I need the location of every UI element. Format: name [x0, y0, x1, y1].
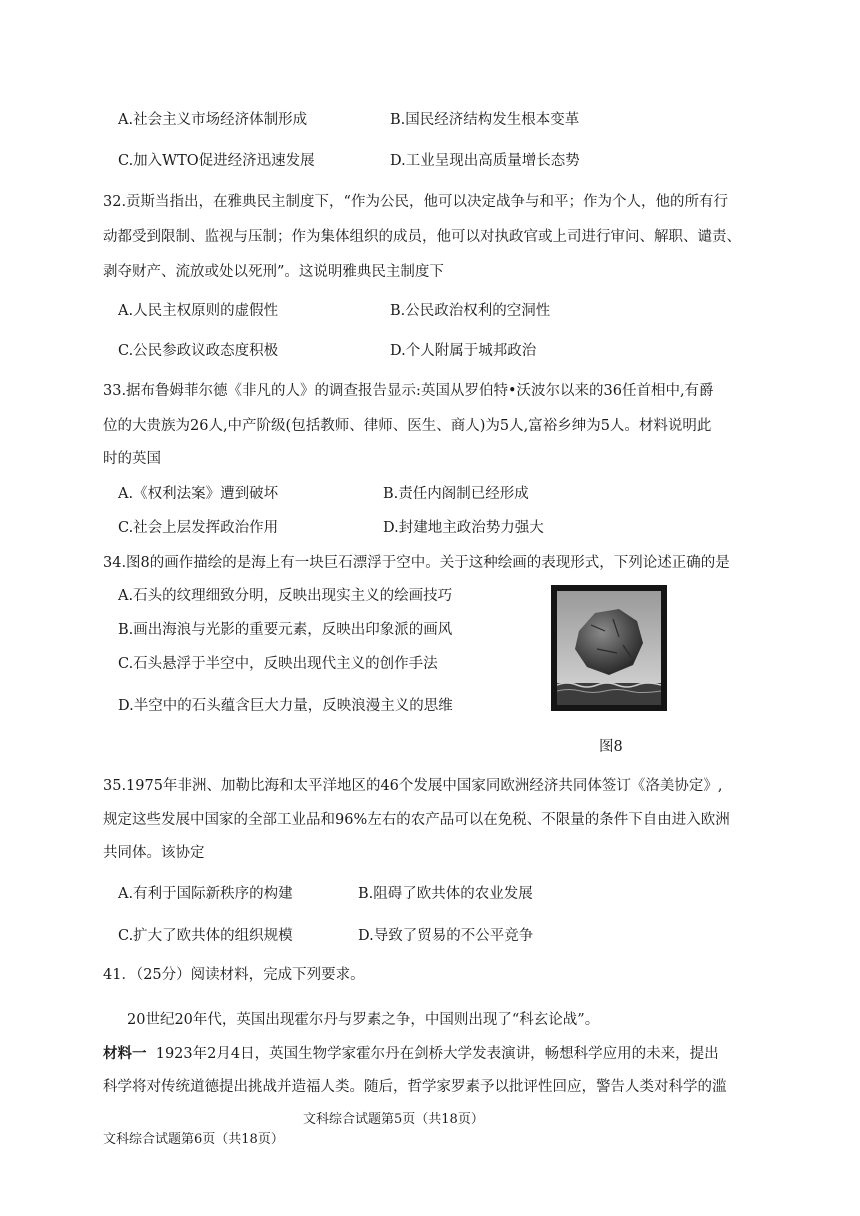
material-text-1: 1923年2月4日，英国生物学家霍尔丹在剑桥大学发表演讲，畅想科学应用的未来，提出 — [155, 1046, 719, 1062]
q32-option-a: A.人民主权原则的虚假性 — [118, 303, 279, 319]
q31-option-c: C.加入WTO促进经济迅速发展 — [118, 153, 315, 169]
q34-stem-line1: 34.图8的画作描绘的是海上有一块巨石漂浮于空中。关于这种绘画的表现形式，下列论述正确的是 — [103, 555, 730, 571]
q32-option-c: C.公民参政议政态度积极 — [118, 343, 279, 359]
q35-stem-line3: 共同体。该协定 — [103, 845, 205, 861]
q35-option-d: D.导致了贸易的不公平竞争 — [358, 928, 534, 944]
q41-material-line2: 科学将对传统道德提出挑战并造福人类。随后，哲学家罗素予以批评性回应，警告人类对科学的滥 — [103, 1079, 727, 1095]
q41-material-line1 — [103, 1044, 719, 1064]
q32-stem-line1: 32.贡斯当指出，在雅典民主制度下，“作为公民，他可以决定战争与和平；作为个人，他的所有行 — [103, 194, 728, 210]
q34-option-c: C.石头悬浮于半空中，反映出现代主义的创作手法 — [118, 656, 438, 672]
q32-stem-line2: 动都受到限制、监视与压制；作为集体组织的成员，他可以对执政官或上司进行审问、解职、谴责、 — [103, 229, 741, 245]
q35-stem-line2: 规定这些发展中国家的全部工业品和96%左右的农产品可以在免税、不限量的条件下自由进入欧洲 — [103, 812, 730, 828]
material-label: 材料一 — [103, 1045, 147, 1062]
footer-page-5: 文科综合试题第5页（共18页） — [303, 1112, 484, 1127]
q35-stem-line1: 35.1975年非洲、加勒比海和太平洋地区的46个发展中国家同欧洲经济共同体签订《洛美协定》, — [103, 778, 723, 794]
figure-8-caption: 图8 — [599, 739, 623, 755]
q33-option-a: A.《权利法案》遭到破坏 — [118, 486, 279, 502]
q32-option-d: D.个人附属于城邦政治 — [390, 343, 537, 359]
q33-stem-line2: 位的大贵族为26人,中产阶级(包括教师、律师、医生、商人)为5人,富裕乡绅为5人。材料说明此 — [103, 418, 712, 434]
q34-option-a: A.石头的纹理细致分明，反映出现实主义的绘画技巧 — [118, 588, 453, 604]
q34-option-b: B.画出海浪与光影的重要元素，反映出印象派的画风 — [118, 622, 453, 638]
figure-8-painting — [551, 585, 667, 711]
q34-option-d: D.半空中的石头蕴含巨大力量，反映浪漫主义的思维 — [118, 698, 453, 714]
q33-stem-line3: 时的英国 — [103, 451, 161, 467]
footer-page-6: 文科综合试题第6页（共18页） — [103, 1132, 284, 1147]
floating-rock-image — [557, 591, 661, 705]
q31-option-b: B.国民经济结构发生根本变革 — [390, 112, 580, 128]
q35-option-b: B.阻碍了欧共体的农业发展 — [358, 886, 533, 902]
q33-option-b: B.责任内阁制已经形成 — [383, 486, 529, 502]
q41-intro: 20世纪20年代，英国出现霍尔丹与罗素之争，中国则出现了“科玄论战”。 — [127, 1012, 600, 1028]
q41-heading: 41．（25分）阅读材料，完成下列要求。 — [103, 967, 365, 983]
q33-option-d: D.封建地主政治势力强大 — [383, 520, 544, 536]
q32-stem-line3: 剥夺财产、流放或处以死刑”。这说明雅典民主制度下 — [103, 264, 444, 280]
q33-option-c: C.社会上层发挥政治作用 — [118, 520, 279, 536]
q35-option-c: C.扩大了欧共体的组织规模 — [118, 928, 293, 944]
q35-option-a: A.有利于国际新秩序的构建 — [118, 886, 293, 902]
q32-option-b: B.公民政治权利的空洞性 — [390, 303, 551, 319]
q33-stem-line1: 33.据布鲁姆菲尔德《非凡的人》的调查报告显示:英国从罗伯特•沃波尔以来的36任首相中,有爵 — [103, 383, 714, 399]
q31-option-a: A.社会主义市场经济体制形成 — [118, 112, 308, 128]
q31-option-d: D.工业呈现出高质量增长态势 — [390, 153, 580, 169]
